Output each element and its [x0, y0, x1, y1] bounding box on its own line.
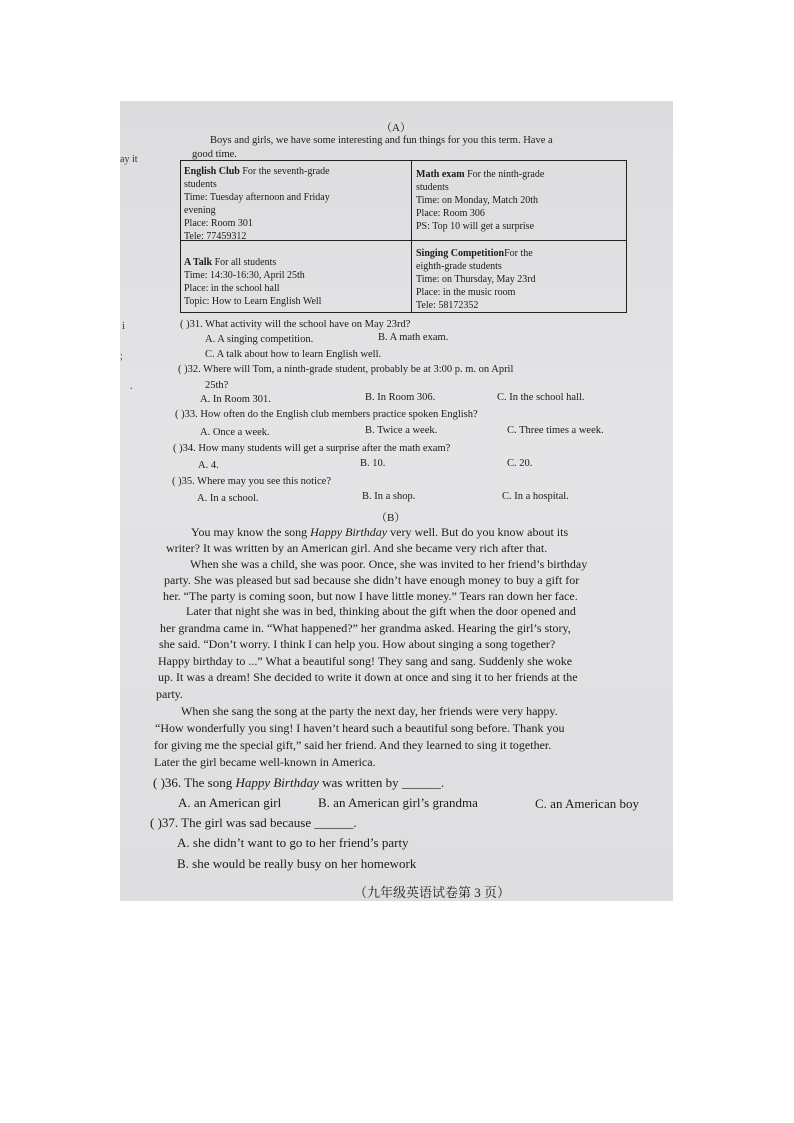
song-title: Happy Birthday [235, 775, 319, 790]
option-c: C. an American boy [535, 796, 639, 811]
option-a: A. A singing competition. [205, 334, 314, 345]
cell-line: Time: on Monday, Match 20th [416, 195, 539, 206]
passage-line: her grandma came in. “What happened?” her grandma asked. Hearing the girl’s story, [160, 621, 571, 635]
option-b: B. In a shop. [362, 491, 416, 502]
option-b: B. In Room 306. [365, 392, 436, 403]
question-33: ( )33. How often do the English club members practice spoken English? [175, 409, 478, 420]
a-talk-title: A Talk [184, 257, 213, 268]
option-c: C. A talk about how to learn English well. [205, 349, 382, 360]
section-a-intro: Boys and girls, we have some interesting and fun things for you this term. Have a [210, 135, 553, 146]
passage-line: Later the girl became well-known in America. [154, 755, 376, 769]
passage-line: up. It was a dream! She decided to write it down at once and sing it to her friends at the [158, 670, 578, 684]
option-b: B. 10. [360, 458, 386, 469]
cell-line: For all students [214, 257, 277, 268]
math-exam-title: Math exam [416, 169, 465, 180]
option-a: A. she didn’t want to go to her friend’s party [177, 835, 409, 850]
section-b-title: （B） [376, 512, 406, 524]
english-club-cell [184, 165, 330, 243]
passage-line: When she sang the song at the party the next day, her friends were very happy. [181, 704, 558, 718]
cell-line: Place: in the school hall [184, 283, 280, 294]
passage-line: party. [156, 687, 183, 701]
passage-line: she said. “Don’t worry. I think I can help you. How about singing a song together? [159, 637, 556, 651]
cell-line: eighth-grade students [416, 261, 502, 272]
a-talk-cell [184, 256, 321, 308]
question-31: ( )31. What activity will the school have on May 23rd? [180, 319, 411, 330]
option-a: A. In Room 301. [200, 394, 271, 405]
edge-mark: i [122, 321, 125, 332]
passage-line: Later that night she was in bed, thinking about the gift when the door opened and [186, 604, 576, 618]
english-club-title: English Club [184, 166, 240, 177]
option-c: C. In the school hall. [497, 392, 585, 403]
edge-mark: ; [120, 351, 123, 362]
option-c: C. 20. [507, 458, 533, 469]
passage-line: When she was a child, she was poor. Once, she was invited to her friend’s birthday [190, 557, 588, 571]
edge-mark: ay it [120, 154, 138, 165]
cell-line: For the [504, 248, 533, 259]
cell-line: Tele: 77459312 [184, 231, 247, 242]
page-footer: （九年级英语试卷第 3 页） [354, 885, 511, 900]
cell-line: students [184, 179, 217, 190]
passage-line: for giving me the special gift,” said her friend. And they learned to sing it together. [154, 738, 552, 752]
cell-line: For the seventh-grade [242, 166, 330, 177]
cell-line: PS: Top 10 will get a surprise [416, 221, 535, 232]
notice-table [180, 160, 627, 313]
cell-line: students [416, 182, 449, 193]
option-b: B. she would be really busy on her homework [177, 856, 417, 871]
option-a: A. In a school. [197, 493, 259, 504]
option-c: C. In a hospital. [502, 491, 569, 502]
question-32-cont: 25th? [205, 380, 229, 391]
question-36: ( )36. The song Happy Birthday was written by ______. [153, 775, 445, 790]
cell-line: Place: Room 301 [184, 218, 253, 229]
option-c: C. Three times a week. [507, 425, 604, 436]
option-b: B. an American girl’s grandma [318, 795, 478, 810]
math-exam-cell [416, 168, 544, 233]
passage-line: Happy birthday to ...” What a beautiful song! They sang and sang. Suddenly she woke [158, 654, 573, 668]
song-title: Happy Birthday [310, 525, 388, 539]
section-a-intro-cont: good time. [192, 149, 237, 160]
table-divider [411, 161, 412, 312]
exam-page-photo [120, 101, 673, 901]
option-a: A. Once a week. [200, 427, 270, 438]
question-32: ( )32. Where will Tom, a ninth-grade student, probably be at 3:00 p. m. on April [178, 364, 514, 375]
cell-line: Topic: How to Learn English Well [184, 296, 322, 307]
singing-competition-cell [416, 247, 536, 312]
section-a-title: （A） [381, 122, 411, 134]
question-34: ( )34. How many students will get a surprise after the math exam? [173, 443, 451, 454]
cell-line: Time: 14:30-16:30, April 25th [184, 270, 305, 281]
cell-line: Time: Tuesday afternoon and Friday [184, 192, 330, 203]
cell-line: Place: in the music room [416, 287, 516, 298]
passage-line: party. She was pleased but sad because she didn’t have enough money to buy a gift for [164, 573, 580, 587]
option-a: A. an American girl [178, 795, 282, 810]
option-b: B. A math exam. [378, 332, 449, 343]
passage-line: writer? It was written by an American girl. And she became very rich after that. [166, 541, 548, 555]
cell-line: evening [184, 205, 216, 216]
cell-line: Tele: 58172352 [416, 300, 479, 311]
passage-line: “How wonderfully you sing! I haven’t heard such a beautiful song before. Thank you [155, 721, 565, 735]
question-35: ( )35. Where may you see this notice? [172, 476, 332, 487]
edge-mark: . [130, 381, 133, 392]
passage-line: her. “The party is coming soon, but now I have little money.” Tears ran down her face. [163, 589, 578, 603]
option-b: B. Twice a week. [365, 425, 438, 436]
cell-line: Time: on Thursday, May 23rd [416, 274, 536, 285]
cell-line: For the ninth-grade [467, 169, 545, 180]
option-a: A. 4. [198, 460, 219, 471]
passage-line: You may know the song Happy Birthday very well. But do you know about its [191, 525, 569, 539]
cell-line: Place: Room 306 [416, 208, 485, 219]
singing-competition-title: Singing Competition [416, 248, 505, 259]
question-37: ( )37. The girl was sad because ______. [150, 815, 357, 830]
